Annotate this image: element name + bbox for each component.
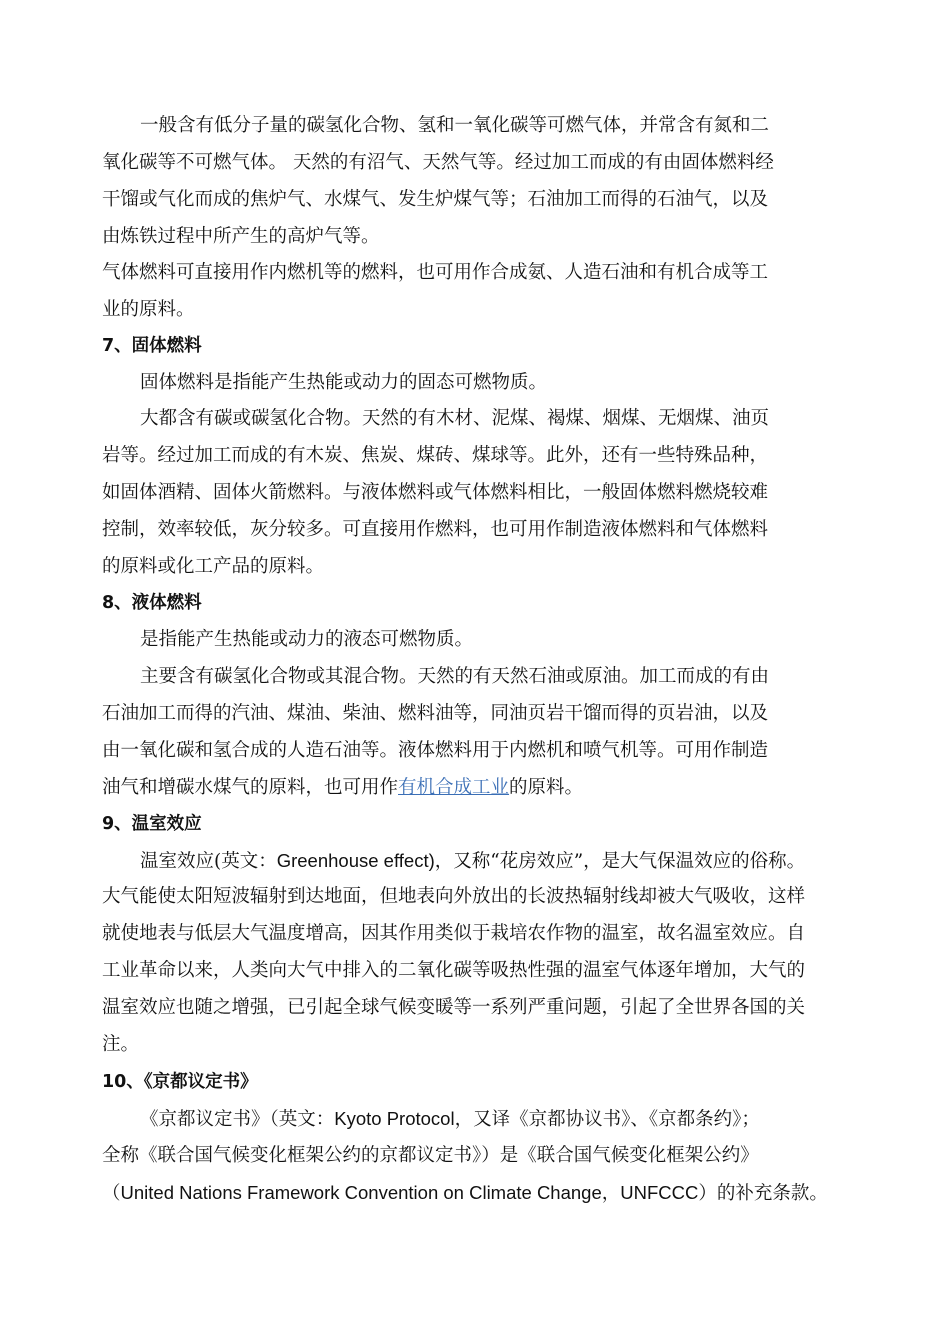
paragraph-line: 控制，效率较低，灰分较多。可直接用作燃料，也可用作制造液体燃料和气体燃料 [102, 519, 769, 540]
paragraph-line: 大都含有碳或碳氢化合物。天然的有木材、泥煤、褐煤、烟煤、无烟煤、油页 [140, 408, 770, 429]
paragraph-line: 氧化碳等不可燃气体。 天然的有沼气、天然气等。经过加工而成的有由固体燃料经 [102, 152, 774, 173]
paragraph-line: 主要含有碳氢化合物或其混合物。天然的有天然石油或原油。加工而成的有由 [140, 666, 770, 687]
text-span: Greenhouse effect) [276, 850, 435, 871]
text-span: ）的补充条款。 [698, 1183, 828, 1204]
paragraph-line [140, 1107, 760, 1132]
text-span: United Nations Framework Convention on Climate Change [120, 1182, 602, 1203]
paragraph-line: 注。 [102, 1034, 140, 1055]
paragraph-line: 业的原料。 [102, 299, 195, 320]
paragraph-line: 就使地表与低层大气温度增高，因其作用类似于栽培农作物的温室，故名温室效应。自 [102, 923, 806, 944]
paragraph-line: 温室效应也随之增强，已引起全球气候变暖等一系列严重问题，引起了全世界各国的关 [102, 997, 806, 1018]
paragraph-line: 干馏或气化而成的焦炉气、水煤气、发生炉煤气等；石油加工而得的石油气，以及 [102, 189, 769, 210]
paragraph-line: 由炼铁过程中所产生的高炉气等。 [102, 226, 380, 247]
paragraph-line: 石油加工而得的汽油、煤油、柴油、燃料油等，同油页岩干馏而得的页岩油，以及 [102, 703, 769, 724]
text-span: ，又译《京都协议书》、《京都条约》； [454, 1109, 760, 1130]
paragraph-line: 气体燃料可直接用作内燃机等的燃料，也可用作合成氨、人造石油和有机合成等工 [102, 262, 769, 283]
text-span: （ [102, 1183, 121, 1204]
paragraph-line: 如固体酒精、固体火箭燃料。与液体燃料或气体燃料相比，一般固体燃料燃烧较难 [102, 482, 769, 503]
section-heading-liquid-fuel: 8、液体燃料 [102, 593, 202, 613]
section-heading-kyoto-protocol: 10、《京都议定书》 [102, 1072, 258, 1092]
text-span: 油气和增碳水煤气的原料，也可用作 [102, 777, 399, 798]
paragraph-line [102, 776, 583, 800]
text-span: UNFCCC [620, 1182, 699, 1203]
text-span: Kyoto Protocol [334, 1108, 455, 1129]
paragraph-line: 工业革命以来，人类向大气中排入的二氧化碳等吸热性强的温室气体逐年增加，大气的 [102, 960, 806, 981]
section-heading-greenhouse-effect: 9、温室效应 [102, 814, 202, 834]
paragraph-line: 全称《联合国气候变化框架公约的京都议定书》）是《联合国气候变化框架公约》 [102, 1145, 759, 1166]
text-span: ，又称“花房效应”，是大气保温效应的俗称。 [434, 851, 806, 872]
paragraph-line: 的原料或化工产品的原料。 [102, 556, 325, 577]
paragraph-line: 岩等。经过加工而成的有木炭、焦炭、煤砖、煤球等。此外，还有一些特殊品种， [102, 445, 769, 466]
organic-synthesis-link[interactable]: 有机合成工业 [398, 777, 510, 798]
paragraph-line [140, 849, 805, 874]
paragraph-line: 大气能使太阳短波辐射到达地面，但地表向外放出的长波热辐射线却被大气吸收，这样 [102, 886, 806, 907]
text-span: 的原料。 [509, 777, 584, 798]
paragraph-line: 固体燃料是指能产生热能或动力的固态可燃物质。 [140, 372, 548, 393]
text-span: ， [601, 1183, 621, 1204]
text-span: 温室效应(英文： [140, 851, 277, 872]
section-heading-solid-fuel: 7、固体燃料 [102, 336, 202, 356]
paragraph-line [102, 1181, 828, 1206]
paragraph-line: 是指能产生热能或动力的液态可燃物质。 [140, 629, 474, 650]
paragraph-line: 一般含有低分子量的碳氢化合物、氢和一氧化碳等可燃气体，并常含有氮和二 [140, 115, 770, 136]
paragraph-line: 由一氧化碳和氢合成的人造石油等。液体燃料用于内燃机和喷气机等。可用作制造 [102, 740, 769, 761]
text-span: 《京都议定书》（英文： [140, 1109, 335, 1130]
